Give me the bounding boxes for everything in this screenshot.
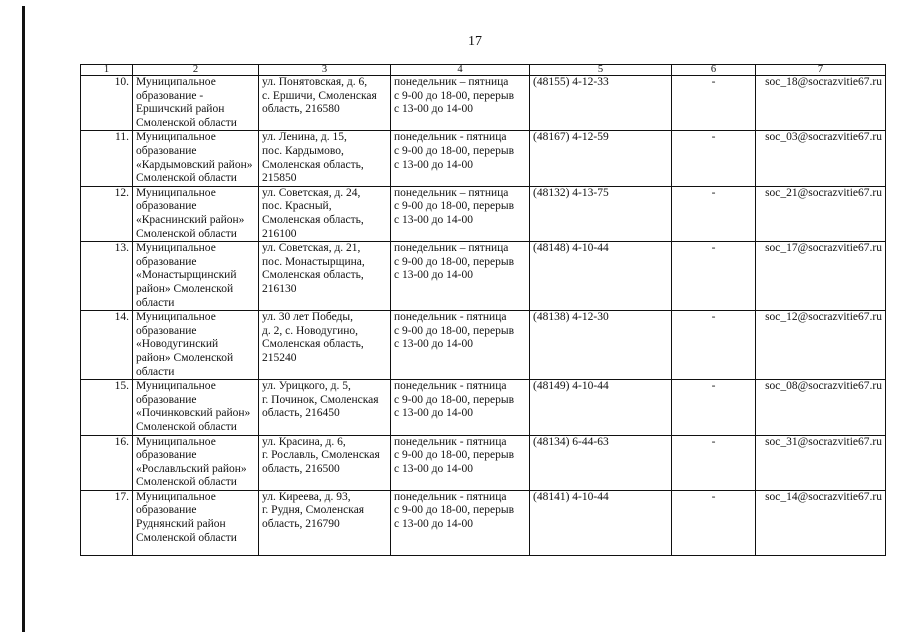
working-hours-cell <box>391 490 530 555</box>
name-line: Муниципальное <box>136 435 216 448</box>
address-line: пос. Красный, <box>262 200 332 213</box>
address-line: пос. Монастырщина, <box>262 255 365 268</box>
table-row <box>81 435 886 490</box>
column-6-cell: - <box>672 490 756 555</box>
address-cell <box>259 311 391 380</box>
organization-name-cell <box>133 242 259 311</box>
address-line: ул. Красина, д. 6, <box>262 435 346 448</box>
name-line: образование <box>136 144 197 157</box>
address-cell <box>259 490 391 555</box>
name-line: Смоленской области <box>136 531 237 544</box>
name-line: Смоленской области <box>136 116 237 129</box>
address-line: д. 2, с. Новодугино, <box>262 324 359 337</box>
email-cell: soc_14@socrazvitie67.ru <box>756 490 886 555</box>
column-header: 4 <box>391 65 530 76</box>
organization-name-cell <box>133 131 259 186</box>
address-line: ул. Киреева, д. 93, <box>262 490 351 503</box>
row-number-cell: 12. <box>81 186 133 241</box>
name-line: «Краснинский район» <box>136 213 245 226</box>
email-cell: soc_21@socrazvitie67.ru <box>756 186 886 241</box>
offices-table <box>80 64 886 556</box>
hours-line: с 9-00 до 18-00, перерыв <box>394 449 515 462</box>
hours-line: с 9-00 до 18-00, перерыв <box>394 255 515 268</box>
address-cell <box>259 76 391 131</box>
row-number-cell: 11. <box>81 131 133 186</box>
name-line: Муниципальное <box>136 490 216 503</box>
name-line: «Починковский район» <box>136 407 251 420</box>
row-number-cell: 15. <box>81 380 133 435</box>
hours-line: понедельник – пятница <box>394 242 509 255</box>
phone-cell: (48132) 4-13-75 <box>530 186 672 241</box>
hours-line: с 13-00 до 14-00 <box>394 462 473 475</box>
hours-line: с 13-00 до 14-00 <box>394 158 473 171</box>
organization-name-cell <box>133 186 259 241</box>
column-6-cell: - <box>672 76 756 131</box>
address-cell <box>259 380 391 435</box>
column-6-cell: - <box>672 311 756 380</box>
name-line: Смоленской области <box>136 172 237 185</box>
row-number-cell: 10. <box>81 76 133 131</box>
address-cell <box>259 186 391 241</box>
organization-name-cell <box>133 311 259 380</box>
row-number-cell: 14. <box>81 311 133 380</box>
hours-line: понедельник - пятница <box>394 131 507 144</box>
name-line: образование <box>136 324 197 337</box>
name-line: Муниципальное <box>136 380 216 393</box>
hours-line: с 13-00 до 14-00 <box>394 407 473 420</box>
column-header: 5 <box>530 65 672 76</box>
address-line: г. Рославль, Смоленская <box>262 449 380 462</box>
column-6-cell: - <box>672 380 756 435</box>
name-line: Муниципальное <box>136 186 216 199</box>
email-cell: soc_12@socrazvitie67.ru <box>756 311 886 380</box>
address-line: ул. 30 лет Победы, <box>262 311 354 324</box>
name-line: образование <box>136 255 197 268</box>
phone-cell: (48134) 6-44-63 <box>530 435 672 490</box>
email-cell: soc_18@socrazvitie67.ru <box>756 76 886 131</box>
name-line: Руднянский район <box>136 518 226 531</box>
table-row <box>81 242 886 311</box>
hours-line: понедельник - пятница <box>394 311 507 324</box>
name-line: Смоленской области <box>136 420 237 433</box>
name-line: области <box>136 296 175 309</box>
name-line: Ершичский район <box>136 103 225 116</box>
table-row <box>81 380 886 435</box>
hours-line: понедельник - пятница <box>394 380 507 393</box>
address-line: 216100 <box>262 227 297 240</box>
address-line: с. Ершичи, Смоленская <box>262 89 377 102</box>
column-header: 6 <box>672 65 756 76</box>
address-line: г. Починок, Смоленская <box>262 393 379 406</box>
address-line: область, 216500 <box>262 462 340 475</box>
hours-line: с 13-00 до 14-00 <box>394 269 473 282</box>
address-line: ул. Понятовская, д. 6, <box>262 76 368 88</box>
name-line: район» Смоленской <box>136 351 234 364</box>
column-header: 1 <box>81 65 133 76</box>
address-line: г. Рудня, Смоленская <box>262 504 365 517</box>
phone-cell: (48167) 4-12-59 <box>530 131 672 186</box>
left-margin-rule <box>22 6 25 632</box>
column-header: 7 <box>756 65 886 76</box>
hours-line: понедельник – пятница <box>394 76 509 88</box>
name-line: области <box>136 365 175 378</box>
working-hours-cell <box>391 186 530 241</box>
name-line: район» Смоленской <box>136 282 234 295</box>
address-line: область, 216790 <box>262 518 340 531</box>
organization-name-cell <box>133 380 259 435</box>
working-hours-cell <box>391 380 530 435</box>
address-line: область, 216450 <box>262 407 340 420</box>
address-line: Смоленская область, <box>262 213 364 226</box>
column-6-cell: - <box>672 435 756 490</box>
page-number: 17 <box>468 34 482 49</box>
working-hours-cell <box>391 131 530 186</box>
address-line: 215850 <box>262 172 297 185</box>
name-line: образование <box>136 200 197 213</box>
address-line: ул. Советская, д. 21, <box>262 242 361 255</box>
hours-line: понедельник - пятница <box>394 435 507 448</box>
hours-line: с 9-00 до 18-00, перерыв <box>394 89 515 102</box>
row-number-cell: 17. <box>81 490 133 555</box>
name-line: Муниципальное <box>136 76 216 88</box>
phone-cell: (48141) 4-10-44 <box>530 490 672 555</box>
name-line: Муниципальное <box>136 311 216 324</box>
phone-cell: (48148) 4-10-44 <box>530 242 672 311</box>
address-line: ул. Урицкого, д. 5, <box>262 380 351 393</box>
email-cell: soc_31@socrazvitie67.ru <box>756 435 886 490</box>
organization-name-cell <box>133 490 259 555</box>
column-6-cell: - <box>672 186 756 241</box>
name-line: Муниципальное <box>136 242 216 255</box>
email-cell: soc_03@socrazvitie67.ru <box>756 131 886 186</box>
address-line: ул. Ленина, д. 15, <box>262 131 347 144</box>
name-line: «Монастырщинский <box>136 269 237 282</box>
address-line: 216130 <box>262 282 297 295</box>
address-line: Смоленская область, <box>262 158 364 171</box>
name-line: Смоленской области <box>136 227 237 240</box>
table-row <box>81 490 886 555</box>
row-number-cell: 16. <box>81 435 133 490</box>
name-line: образование <box>136 504 197 517</box>
hours-line: с 9-00 до 18-00, перерыв <box>394 504 515 517</box>
column-header: 2 <box>133 65 259 76</box>
address-cell <box>259 131 391 186</box>
working-hours-cell <box>391 311 530 380</box>
organization-name-cell <box>133 76 259 131</box>
name-line: Муниципальное <box>136 131 216 144</box>
working-hours-cell <box>391 435 530 490</box>
hours-line: с 13-00 до 14-00 <box>394 338 473 351</box>
phone-cell: (48149) 4-10-44 <box>530 380 672 435</box>
hours-line: понедельник - пятница <box>394 490 507 503</box>
address-line: 215240 <box>262 351 297 364</box>
phone-cell: (48138) 4-12-30 <box>530 311 672 380</box>
table-row <box>81 76 886 131</box>
hours-line: с 9-00 до 18-00, перерыв <box>394 324 515 337</box>
address-line: Смоленская область, <box>262 269 364 282</box>
hours-line: с 9-00 до 18-00, перерыв <box>394 200 515 213</box>
column-number-header-row <box>81 65 886 76</box>
table-body <box>81 65 886 556</box>
table-row <box>81 131 886 186</box>
address-line: пос. Кардымово, <box>262 144 344 157</box>
address-cell <box>259 242 391 311</box>
hours-line: с 13-00 до 14-00 <box>394 518 473 531</box>
name-line: «Рославльский район» <box>136 462 247 475</box>
address-line: область, 216580 <box>262 103 340 116</box>
phone-cell: (48155) 4-12-33 <box>530 76 672 131</box>
table-row <box>81 186 886 241</box>
address-line: Смоленская область, <box>262 338 364 351</box>
email-cell: soc_17@socrazvitie67.ru <box>756 242 886 311</box>
working-hours-cell <box>391 242 530 311</box>
table-row <box>81 311 886 380</box>
address-line: ул. Советская, д. 24, <box>262 186 361 199</box>
hours-line: с 13-00 до 14-00 <box>394 103 473 116</box>
row-number-cell: 13. <box>81 242 133 311</box>
hours-line: с 9-00 до 18-00, перерыв <box>394 144 515 157</box>
name-line: образование <box>136 449 197 462</box>
column-header: 3 <box>259 65 391 76</box>
name-line: «Кардымовский район» <box>136 158 253 171</box>
name-line: «Новодугинский <box>136 338 219 351</box>
column-6-cell: - <box>672 242 756 311</box>
column-6-cell: - <box>672 131 756 186</box>
hours-line: понедельник – пятница <box>394 186 509 199</box>
name-line: образование <box>136 393 197 406</box>
email-cell: soc_08@socrazvitie67.ru <box>756 380 886 435</box>
hours-line: с 13-00 до 14-00 <box>394 213 473 226</box>
name-line: образование - <box>136 89 204 102</box>
working-hours-cell <box>391 76 530 131</box>
organization-name-cell <box>133 435 259 490</box>
address-cell <box>259 435 391 490</box>
hours-line: с 9-00 до 18-00, перерыв <box>394 393 515 406</box>
name-line: Смоленской области <box>136 476 237 489</box>
